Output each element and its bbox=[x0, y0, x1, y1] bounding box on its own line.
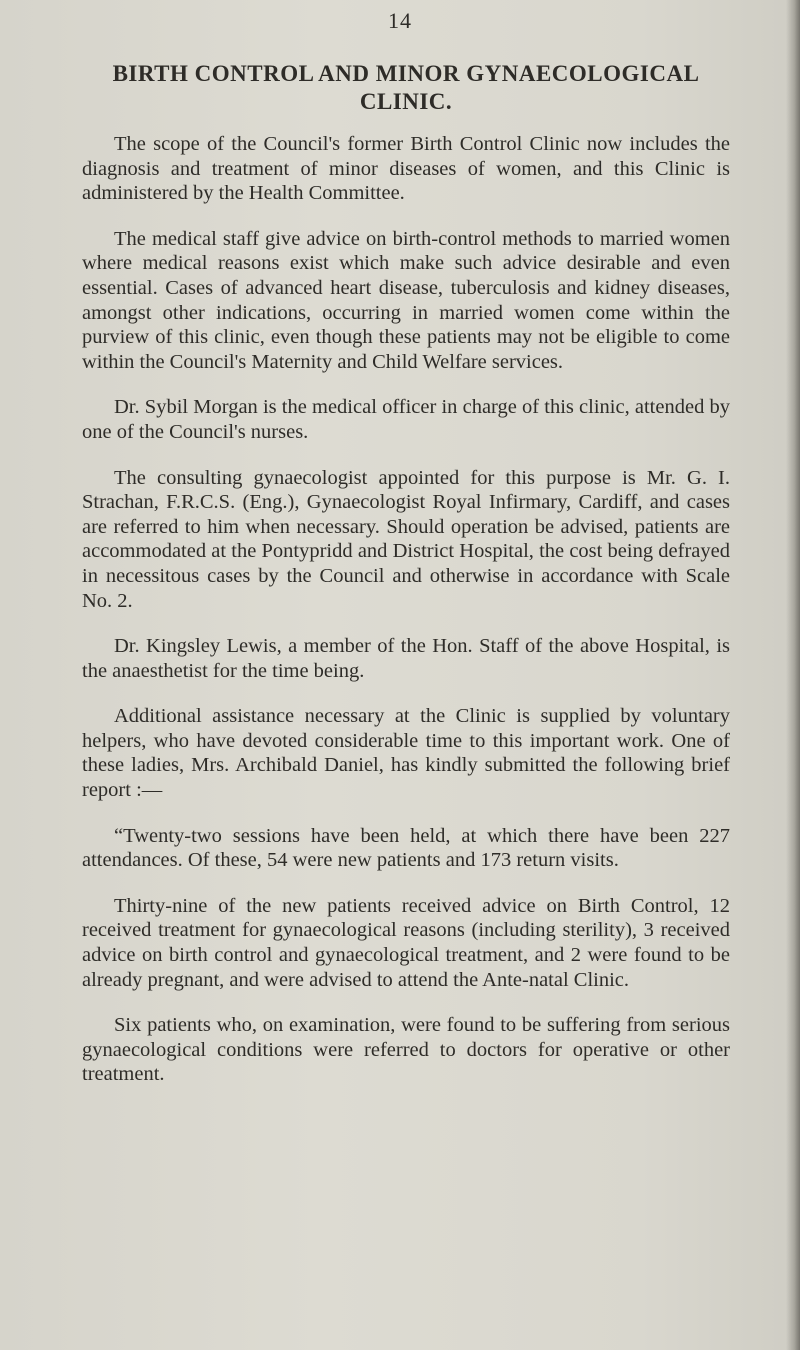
page-number: 14 bbox=[388, 8, 412, 33]
paragraph-additional-assistance: Additional assistance necessary at the Clinic is supplied by voluntary helpers, who have devoted considerable time to this important work. One of these ladies, Mrs. Archibald Daniel, has kindly submitted the following brief report :— bbox=[82, 705, 730, 802]
article-body bbox=[82, 60, 730, 1108]
paragraph-medical-staff: The medical staff give advice on birth-control methods to married women where medical reasons exist which make such advice desirable and even essential. Cases of advanced heart disease, tuberculosis and kidney diseases, amongst other indications, occurring in married women come within the purview of this clinic, even though these patients may not be eligible to come within the Council's Maternity and Child Welfare services. bbox=[82, 227, 730, 373]
paragraph-report-sessions: “Twenty-two sessions have been held, at which there have been 227 attendances. Of these, 54 were new patients and 173 return visits. bbox=[82, 824, 730, 872]
paragraph-report-referrals: Six patients who, on examination, were found to be suffering from serious gynaecological conditions were referred to doctors for operative or other treatment. bbox=[82, 1014, 730, 1086]
paragraph-medical-officer: Dr. Sybil Morgan is the medical officer in charge of this clinic, attended by one of the Council's nurses. bbox=[82, 396, 730, 443]
paragraph-report-new-patients: Thirty-nine of the new patients received advice on Birth Control, 12 received treatment for gynaecological reasons (including sterility), 3 received advice on birth control and gynaecological treatment, and 2 were found to be already pregnant, and were advised to attend the Ante-natal Clinic. bbox=[82, 894, 730, 991]
section-heading: BIRTH CONTROL AND MINOR GYNAECOLOGICAL CLINIC. bbox=[112, 61, 700, 114]
page-edge-shadow bbox=[786, 0, 800, 1350]
paragraph-scope: The scope of the Council's former Birth Control Clinic now includes the diagnosis and treatment of minor diseases of women, and this Clinic is administered by the Health Committee. bbox=[82, 133, 730, 205]
paragraph-anaesthetist: Dr. Kingsley Lewis, a member of the Hon. Staff of the above Hospital, is the anaesthetist for the time being. bbox=[82, 635, 730, 682]
paragraph-consulting-gynaecologist: The consulting gynaecologist appointed for this purpose is Mr. G. I. Strachan, F.R.C.S. (Eng.), Gynaecologist Royal Infirmary, Cardiff, and cases are referred to him when necessary. Should operation be advised, patients are accommodated at the Pontypridd and District Hospital, the cost being defrayed in necessitous cases by the Council and otherwise in accordance with Scale No. 2. bbox=[82, 466, 730, 612]
